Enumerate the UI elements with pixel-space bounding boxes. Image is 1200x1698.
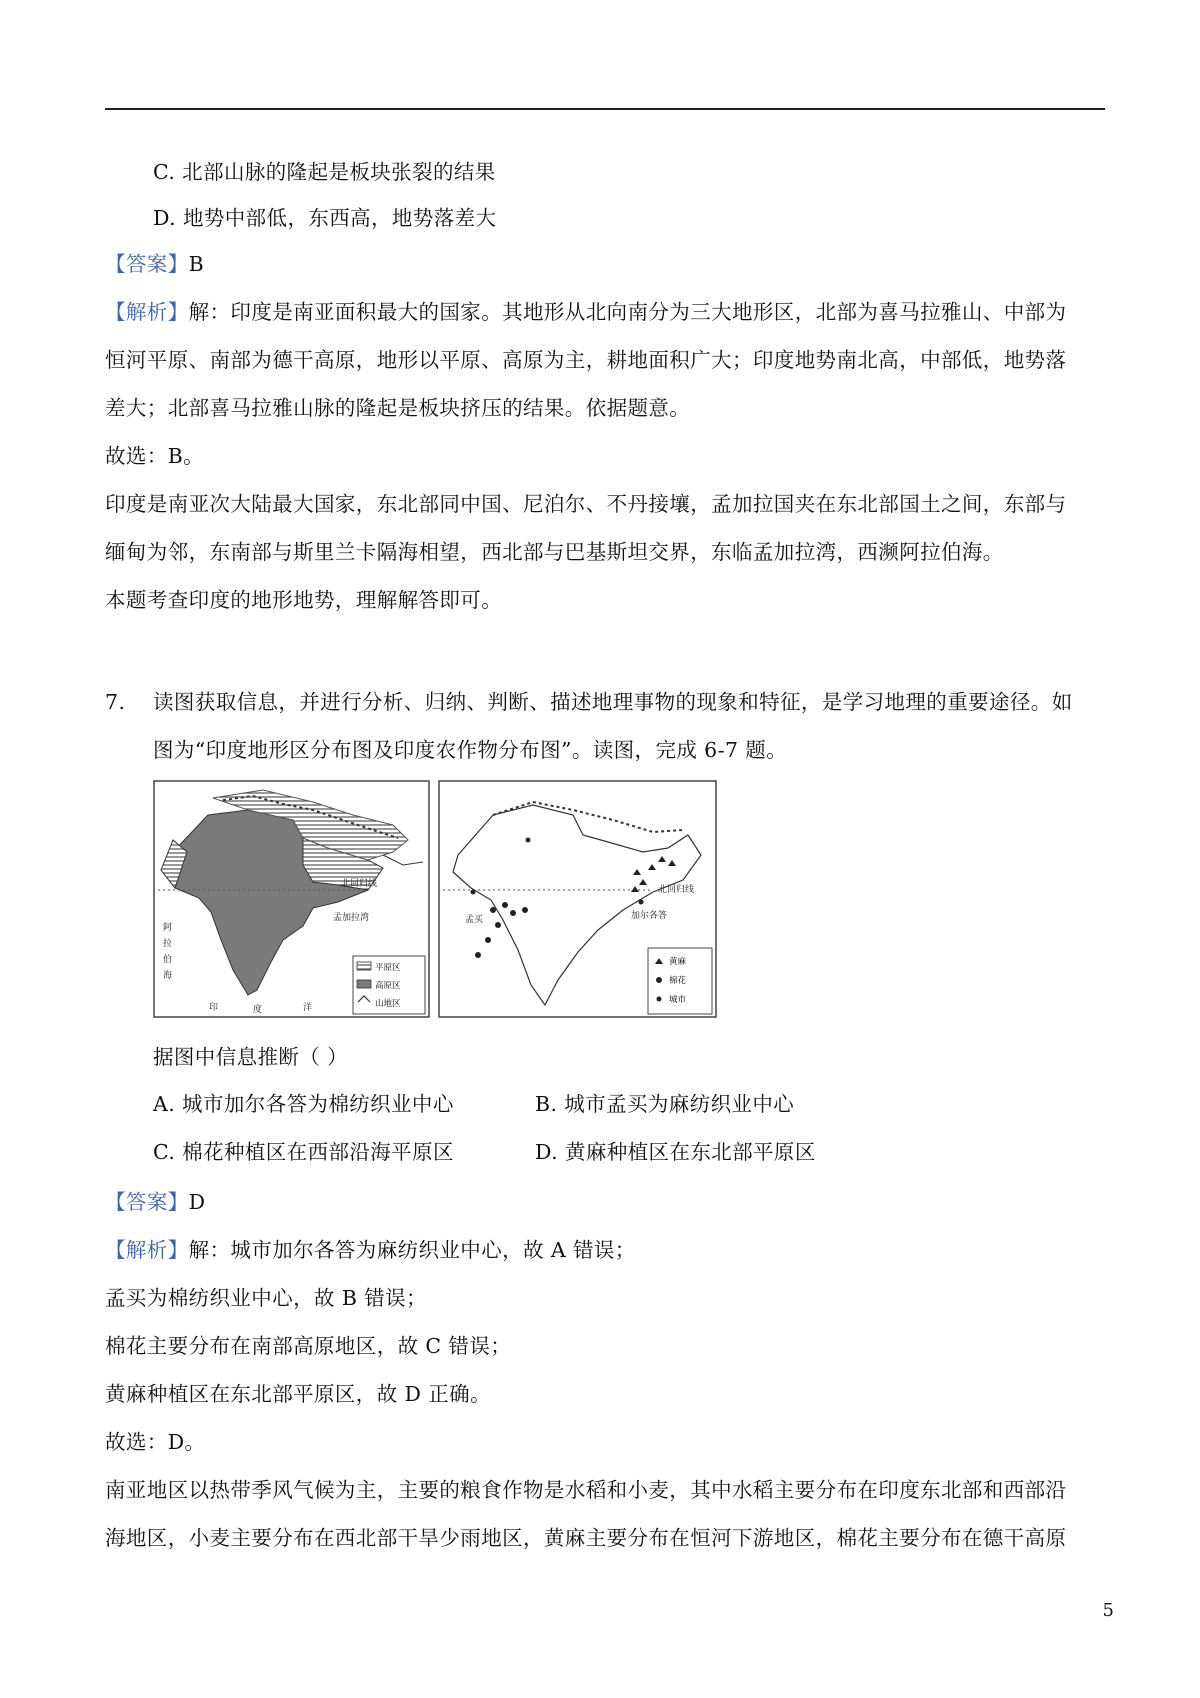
tropic-label-2: 北回归线 [658,885,695,895]
prev-note-line-2: 缅甸为邻，东南部与斯里兰卡隔海相望，西北部与巴基斯坦交界，东临孟加拉湾，西濒阿拉伯海。 [105,540,1004,564]
city-dot-delhi [526,838,531,843]
prev-choose: 故选：B。 [105,444,205,468]
answer-value: B [188,252,205,276]
analysis-tag: 【解析】 [105,1238,189,1262]
kolkata-label: 加尔各答 [631,911,668,921]
legend-city: 城市 [669,995,687,1005]
q7-option-b: B. 城市孟买为麻纺织业中心 [535,1092,795,1116]
tropic-label-1: 北回归线 [341,879,378,889]
answer-tag: 【答案】 [105,1190,189,1214]
prev-option-d: D. 地势中部低，东西高，地势落差大 [153,206,497,230]
q7-option-d: D. 黄麻种植区在东北部平原区 [535,1140,816,1164]
ocean-label-3: 洋 [303,1003,313,1013]
legend-plain: 平原区 [375,963,401,973]
analysis-tag: 【解析】 [105,300,189,324]
crop-map [439,781,716,1017]
prev-analysis-line-3: 差大；北部喜马拉雅山脉的隆起是板块挤压的结果。依据题意。 [105,396,691,420]
q7-analysis-line-2: 孟买为棉纺织业中心，故 B 错误； [105,1286,427,1310]
prev-answer [105,250,204,278]
sea-label-3: 伯 [163,955,173,965]
legend-jute: 黄麻 [669,957,687,967]
header-rule [105,108,1105,110]
prev-note-line-3: 本题考查印度的地形地势，理解解答即可。 [105,588,503,612]
q7-note-line-1: 南亚地区以热带季风气候为主，主要的粮食作物是水稻和小麦，其中水稻主要分布在印度东北部和西部沿 [105,1478,1067,1502]
prev-analysis-line-2: 恒河平原、南部为德干高原，地形以平原、高原为主，耕地面积广大；印度地势南北高，中部低，地势落 [105,348,1067,372]
terrain-map [154,781,429,1017]
q7-option-c: C. 棉花种植区在西部沿海平原区 [153,1140,454,1164]
q7-prompt: 据图中信息推断（ ） [153,1045,349,1069]
prev-option-c: C. 北部山脉的隆起是板块张裂的结果 [153,160,496,184]
city-dot-kolkata [639,900,644,905]
answer-tag: 【答案】 [105,252,189,276]
page-number: 5 [1102,1600,1114,1621]
q7-option-a: A. 城市加尔各答为棉纺织业中心 [153,1092,454,1116]
q7-analysis-line-4: 黄麻种植区在东北部平原区，故 D 正确。 [105,1382,491,1406]
bay-label: 孟加拉湾 [333,913,370,923]
crop-legend [648,948,712,1014]
mumbai-label: 孟买 [465,915,484,925]
prev-analysis-line-1 [105,298,1066,326]
q7-stem-line-2: 图为“印度地形区分布图及印度农作物分布图”。读图，完成 6-7 题。 [153,738,788,762]
q7-choose: 故选：D。 [105,1430,206,1454]
legend-cotton: 棉花 [669,976,687,986]
sea-label-4: 海 [163,971,173,981]
prev-note-line-1: 印度是南亚次大陆最大国家，东北部同中国、尼泊尔、不丹接壤，孟加拉国夹在东北部国土之间，东部与 [105,492,1067,516]
ocean-label-2: 度 [253,1005,263,1015]
sea-label-2: 拉 [163,939,173,949]
analysis-text: 解：印度是南亚面积最大的国家。其地形从北向南分为三大地形区，北部为喜马拉雅山、中部为 [188,300,1067,324]
q7-stem-line-1: 读图获取信息，并进行分析、归纳、判断、描述地理事物的现象和特征，是学习地理的重要途径。如 [153,690,1073,714]
q7-note-line-2: 海地区，小麦主要分布在西北部干旱少雨地区，黄麻主要分布在恒河下游地区，棉花主要分布在德干高原 [105,1526,1067,1550]
city-dot-mumbai [471,890,476,895]
answer-value: D [188,1190,206,1214]
sea-label-1: 阿 [163,923,173,933]
legend-mountain: 山地区 [375,999,401,1009]
analysis-text: 解：城市加尔各答为麻纺织业中心，故 A 错误； [188,1238,636,1262]
q7-analysis-line-1 [105,1236,636,1264]
legend-plateau: 高原区 [375,981,401,991]
q7-number: 7. [105,690,126,714]
terrain-legend [353,956,425,1014]
q7-analysis-line-3: 棉花主要分布在南部高原地区，故 C 错误； [105,1334,512,1358]
india-maps-figure [153,780,718,1020]
ocean-label-1: 印 [209,1003,219,1013]
q7-answer [105,1188,205,1216]
